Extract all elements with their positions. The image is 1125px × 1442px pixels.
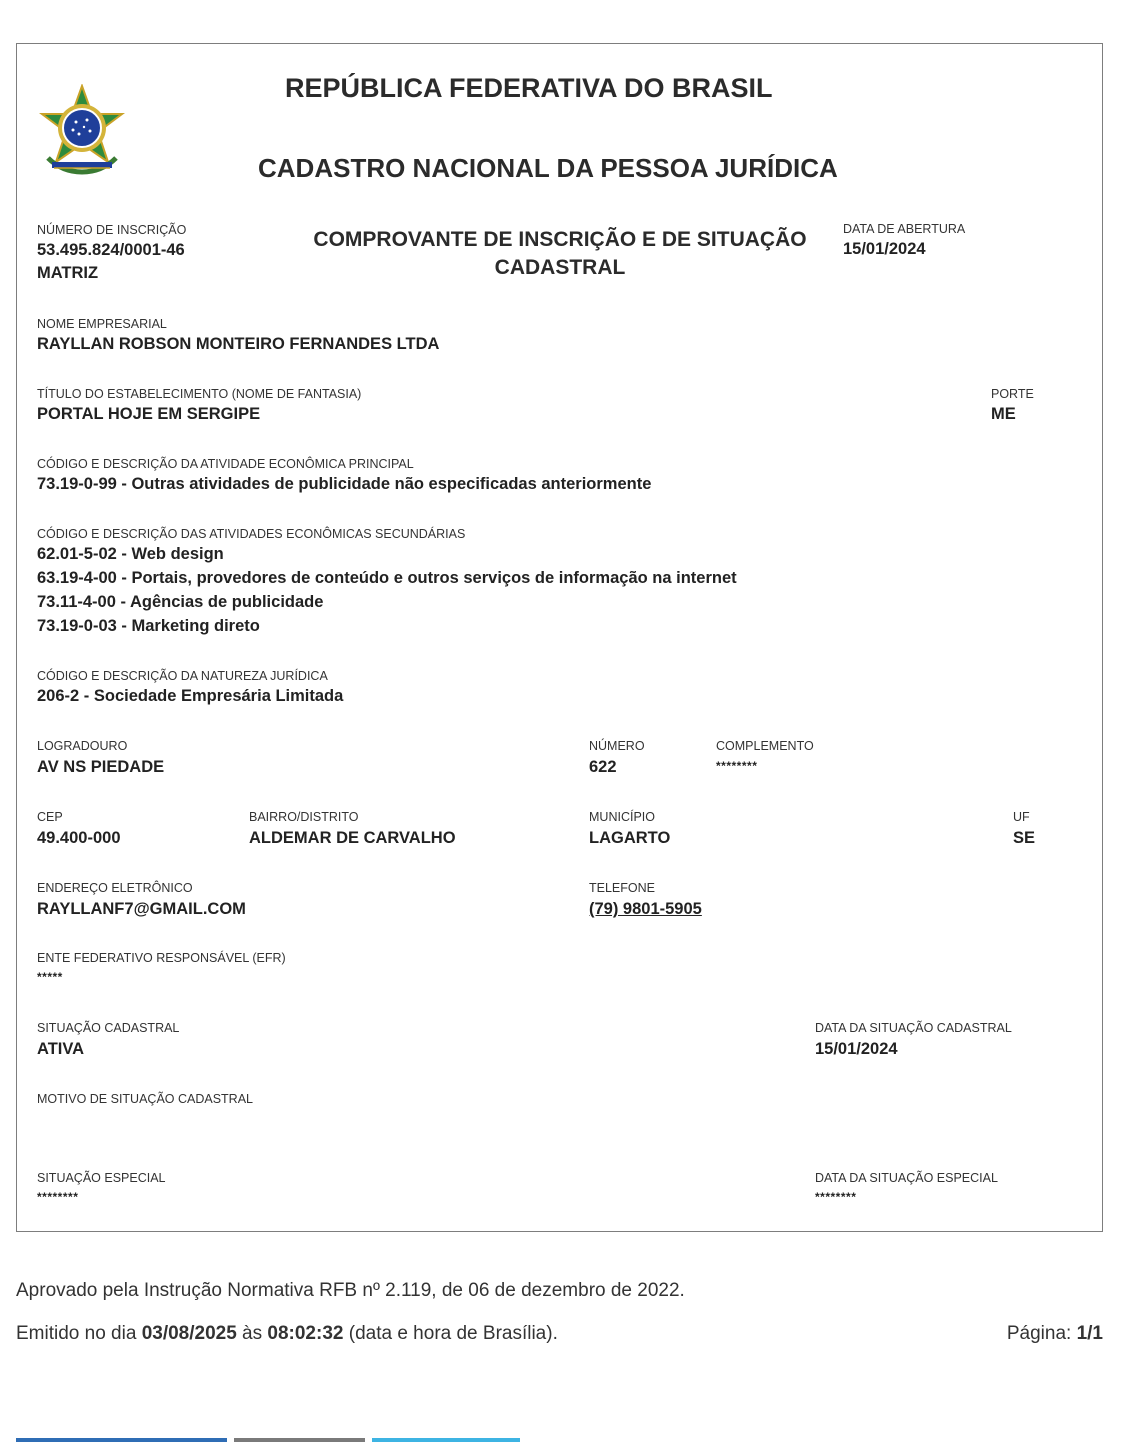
- uf-value: SE: [1013, 829, 1036, 847]
- emission-prefix: Emitido no dia: [16, 1323, 142, 1344]
- republic-title: REPÚBLICA FEDERATIVA DO BRASIL: [285, 73, 773, 103]
- brazil-coat-of-arms-icon: [36, 84, 128, 176]
- atividades-secundarias-label: CÓDIGO E DESCRIÇÃO DAS ATIVIDADES ECONÔMICAS SECUNDÁRIAS: [37, 527, 466, 541]
- footer-bar-cyan: [372, 1438, 520, 1442]
- footer-bar-gray: [234, 1438, 365, 1442]
- list-item: 62.01-5-02 - Web design: [37, 545, 224, 563]
- registry-title: CADASTRO NACIONAL DA PESSOA JURÍDICA: [258, 153, 838, 183]
- porte-label: PORTE: [991, 387, 1034, 401]
- numero-value: 622: [589, 758, 617, 776]
- municipio-value: LAGARTO: [589, 829, 671, 847]
- nome-empresarial-label: NOME EMPRESARIAL: [37, 317, 167, 331]
- situacao-especial-label: SITUAÇÃO ESPECIAL: [37, 1171, 166, 1185]
- list-item: 73.19-0-03 - Marketing direto: [37, 617, 260, 635]
- logradouro-label: LOGRADOURO: [37, 739, 128, 753]
- inscricao-value: 53.495.824/0001-46: [37, 241, 185, 259]
- atividade-principal-label: CÓDIGO E DESCRIÇÃO DA ATIVIDADE ECONÔMICA PRINCIPAL: [37, 457, 414, 471]
- data-situacao-label: DATA DA SITUAÇÃO CADASTRAL: [815, 1021, 1012, 1035]
- document-title: COMPROVANTE DE INSCRIÇÃO E DE SITUAÇÃO CADASTRAL: [313, 228, 807, 279]
- emission-mid: às: [236, 1323, 268, 1344]
- list-item: 63.19-4-00 - Portais, provedores de conteúdo e outros serviços de informação na internet: [37, 569, 737, 587]
- data-situacao-value: 15/01/2024: [815, 1040, 898, 1058]
- efr-label: ENTE FEDERATIVO RESPONSÁVEL (EFR): [37, 951, 286, 965]
- abertura-value: 15/01/2024: [843, 240, 926, 258]
- numero-label: NÚMERO: [589, 739, 645, 753]
- complemento-value: ********: [716, 759, 758, 773]
- nome-empresarial-value: RAYLLAN ROBSON MONTEIRO FERNANDES LTDA: [37, 335, 440, 353]
- bairro-value: ALDEMAR DE CARVALHO: [249, 829, 456, 847]
- data-situacao-especial-value: ********: [815, 1190, 857, 1204]
- municipio-label: MUNICÍPIO: [589, 810, 655, 824]
- footer-bar-blue: [16, 1438, 227, 1442]
- emission-date: 03/08/2025: [141, 1323, 237, 1344]
- fantasia-value: PORTAL HOJE EM SERGIPE: [37, 405, 261, 423]
- uf-label: UF: [1013, 810, 1030, 824]
- natureza-juridica-value: 206-2 - Sociedade Empresária Limitada: [37, 687, 344, 705]
- situacao-especial-value: ********: [37, 1190, 79, 1204]
- fantasia-label: TÍTULO DO ESTABELECIMENTO (NOME DE FANTASIA): [37, 387, 362, 401]
- email-label: ENDEREÇO ELETRÔNICO: [37, 881, 193, 895]
- email-value: RAYLLANF7@GMAIL.COM: [37, 900, 246, 918]
- data-situacao-especial-label: DATA DA SITUAÇÃO ESPECIAL: [815, 1171, 998, 1185]
- page-prefix: Página:: [1006, 1323, 1077, 1344]
- bairro-label: BAIRRO/DISTRITO: [249, 810, 359, 824]
- situacao-value: ATIVA: [37, 1040, 85, 1058]
- cep-value: 49.400-000: [37, 829, 121, 847]
- page-value: 1/1: [1076, 1323, 1103, 1344]
- motivo-label: MOTIVO DE SITUAÇÃO CADASTRAL: [37, 1092, 254, 1106]
- list-item: 73.11-4-00 - Agências de publicidade: [37, 593, 324, 611]
- page-indicator: [1007, 1323, 1103, 1345]
- emission-note: [16, 1323, 558, 1345]
- atividade-principal-value: 73.19-0-99 - Outras atividades de publicidade não especificadas anteriormente: [37, 475, 652, 493]
- approval-note: Aprovado pela Instrução Normativa RFB nº 2.119, de 06 de dezembro de 2022.: [16, 1280, 685, 1301]
- logradouro-value: AV NS PIEDADE: [37, 758, 165, 776]
- inscricao-label: NÚMERO DE INSCRIÇÃO: [37, 223, 187, 237]
- porte-value: ME: [991, 405, 1016, 423]
- emission-suffix: (data e hora de Brasília).: [343, 1323, 558, 1344]
- telefone-label: TELEFONE: [589, 881, 655, 895]
- cep-label: CEP: [37, 810, 63, 824]
- abertura-label: DATA DE ABERTURA: [843, 222, 966, 236]
- natureza-juridica-label: CÓDIGO E DESCRIÇÃO DA NATUREZA JURÍDICA: [37, 669, 328, 683]
- efr-value: *****: [37, 970, 63, 984]
- atividades-secundarias-list: [37, 542, 737, 638]
- complemento-label: COMPLEMENTO: [716, 739, 814, 753]
- emission-time: 08:02:32: [267, 1323, 344, 1344]
- situacao-label: SITUAÇÃO CADASTRAL: [37, 1021, 180, 1035]
- inscricao-type: MATRIZ: [37, 264, 99, 282]
- telefone-link[interactable]: (79) 9801-5905: [589, 900, 702, 918]
